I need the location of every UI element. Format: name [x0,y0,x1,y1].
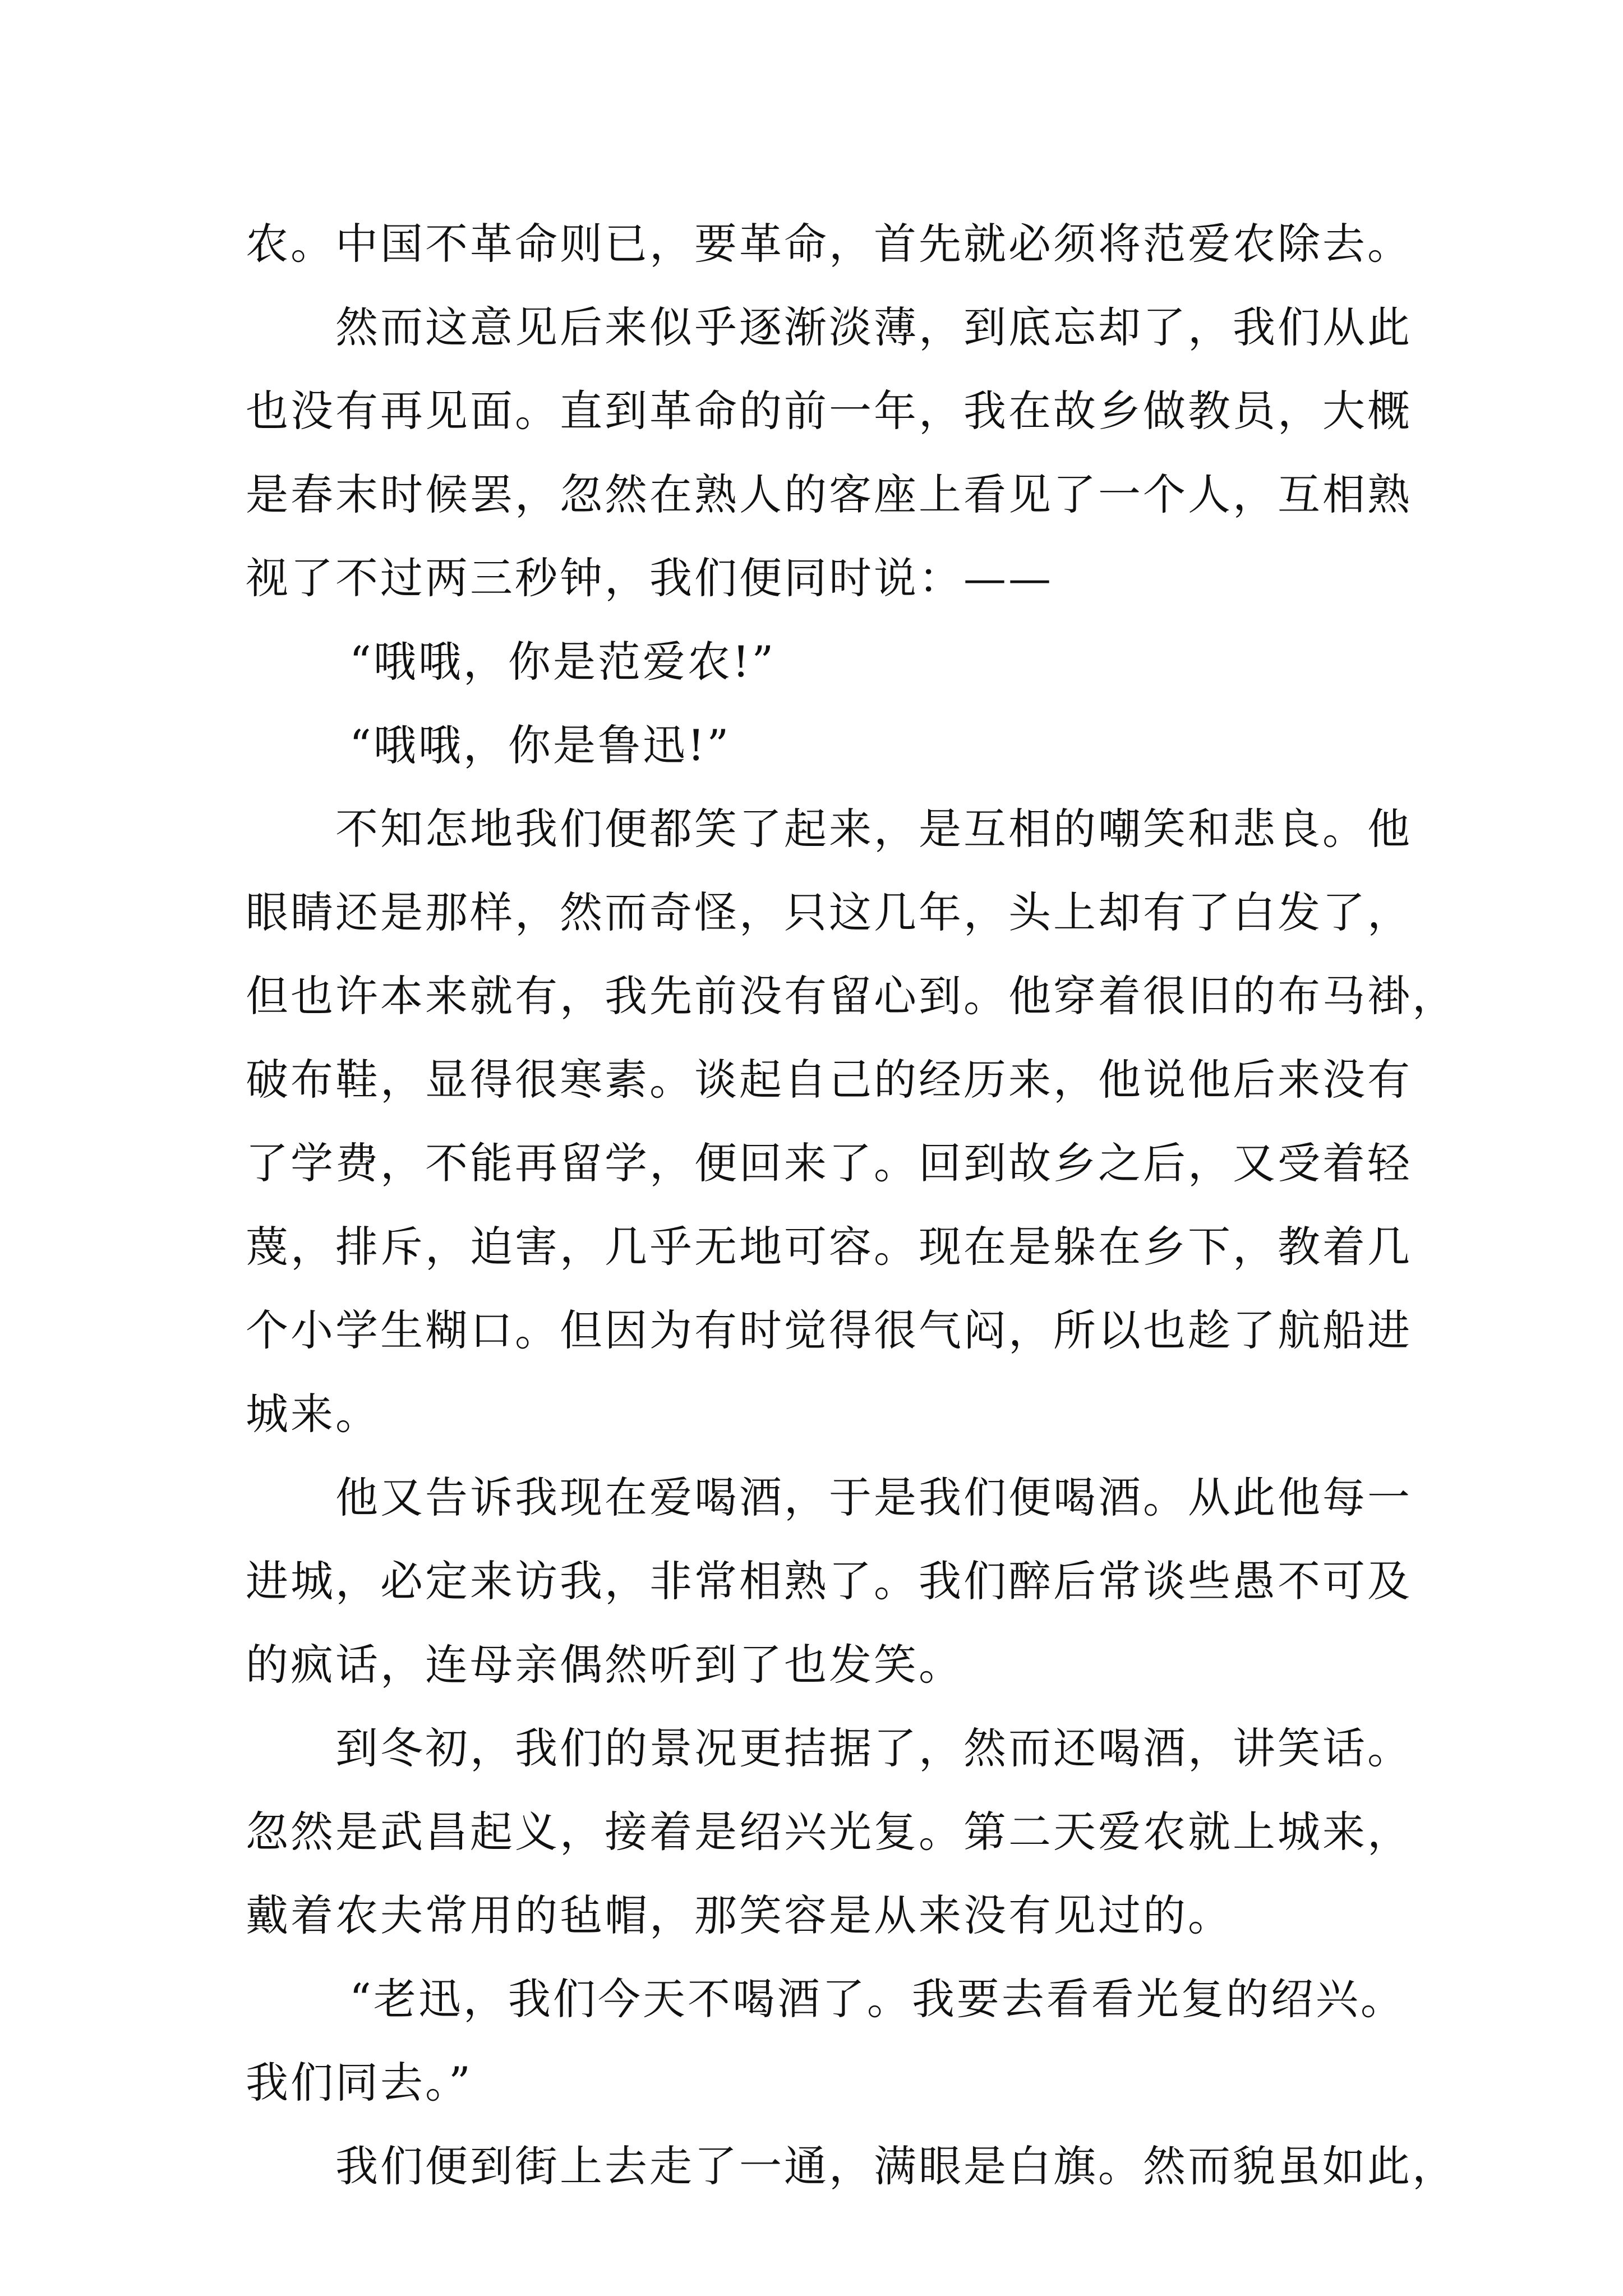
text-line: 视了不过两三秒钟，我们便同时说：—— [246,553,1053,603]
text-line: 眼睛还是那样，然而奇怪，只这几年，头上却有了白发了， [246,887,1412,937]
quote-line: “老迅，我们今天不喝酒了。我要去看看光复的绍兴。 [349,1974,1405,2024]
text-line: 我们同去。” [246,2058,473,2108]
body-text [246,202,1457,2208]
text-line: 戴着农夫常用的毡帽，那笑容是从来没有见过的。 [246,1890,1233,1940]
text-line: 到冬初，我们的景况更拮据了，然而还喝酒，讲笑话。 [335,1723,1412,1773]
text-line: 是春末时候罢，忽然在熟人的客座上看见了一个人，互相熟 [246,470,1412,519]
text-line: 蔑，排斥，迫害，几乎无地可容。现在是躲在乡下，教着几 [246,1222,1412,1272]
text-line: 城来。 [246,1389,380,1439]
text-line: 进城，必定来访我，非常相熟了。我们醉后常谈些愚不可及 [246,1556,1412,1606]
text-line: 我们便到街上去走了一通，满眼是白旗。然而貌虽如此， [335,2141,1457,2191]
text-line: 也没有再见面。直到革命的前一年，我在故乡做教员，大概 [246,386,1412,436]
quote-line: “哦哦，你是范爱农!” [349,637,776,687]
text-line: 的疯话，连母亲偶然听到了也发笑。 [246,1640,963,1690]
text-line: 了学费，不能再留学，便回来了。回到故乡之后，又受着轻 [246,1138,1412,1188]
text-line: 不知怎地我们便都笑了起来，是互相的嘲笑和悲良。他 [335,804,1412,854]
quote-line: “哦哦，你是鲁迅!” [349,720,731,770]
text-line: 然而这意见后来似乎逐渐淡薄，到底忘却了，我们从此 [335,302,1412,352]
text-line: 但也许本来就有，我先前没有留心到。他穿着很旧的布马褂， [246,971,1457,1021]
text-line: 农。中国不革命则已，要革命，首先就必须将范爱农除去。 [246,219,1412,269]
text-line: 破布鞋，显得很寒素。谈起自己的经历来，他说他后来没有 [246,1055,1412,1105]
text-line: 个小学生糊口。但因为有时觉得很气闷，所以也趁了航船进 [246,1305,1412,1355]
text-line: 他又告诉我现在爱喝酒，于是我们便喝酒。从此他每一 [335,1473,1412,1522]
text-line: 忽然是武昌起义，接着是绍兴光复。第二天爱农就上城来， [246,1807,1412,1857]
